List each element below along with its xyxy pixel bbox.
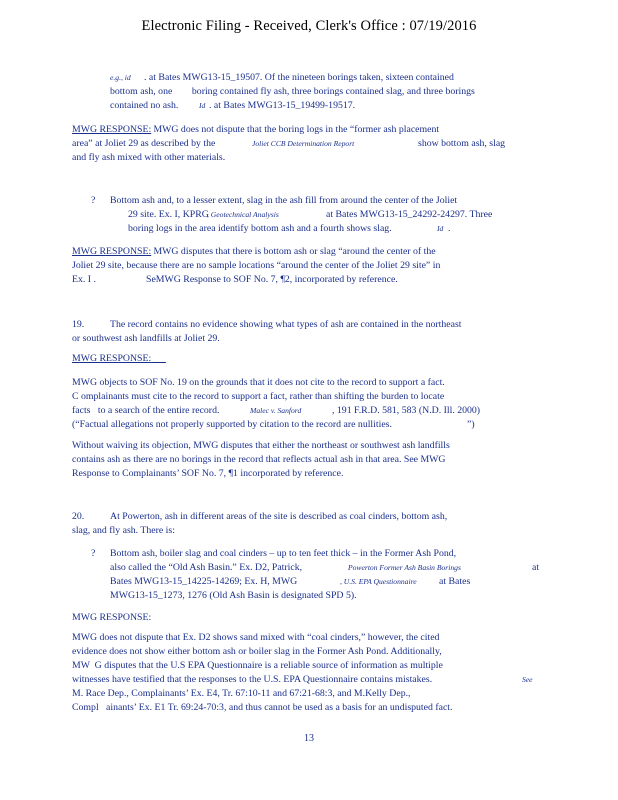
text-line: Id (199, 101, 206, 110)
bullet-icon: ? (91, 195, 96, 206)
text-line: Bottom ash, boiler slag and coal cinders – up to ten feet thick – in the Former Ash Pond, (110, 548, 457, 559)
text-line: M. Race Dep., Complainants’ Ex. E4, Tr. 67:10-11 and 67:21-68:3, and M.Kelly Dep., (72, 688, 411, 699)
text-line: witnesses have testified that the responses to the U.S. EPA Questionnaire contains mistakes. (72, 674, 433, 685)
text-line: . at Bates MWG13-15_19507. Of the nineteen borings taken, sixteen contained (144, 72, 454, 83)
text-line: contained no ash. (110, 100, 179, 111)
text-line: , Geotechnical Analysis (207, 210, 279, 219)
response-heading: MWG RESPONSE: (72, 246, 152, 257)
text-line: . (448, 223, 451, 234)
text-line: C omplainants must cite to the record to support a fact, rather than shifting the burden to locate (72, 391, 445, 402)
paragraph-number: 19. (72, 319, 85, 330)
text-line: . at Bates MWG13-15_19499-19517. (209, 100, 356, 111)
text-line: at (532, 562, 540, 573)
text-line: Response to Complainants’ SOF No. 7, ¶1 incorporated by reference. (72, 468, 344, 479)
text-line: boring logs in the area identify bottom ash and a fourth shows slag. (128, 223, 392, 234)
filing-stamp-header: Electronic Filing - Received, Clerk's Office : 07/19/2016 (141, 18, 477, 34)
text-line: and fly ash mixed with other materials. (72, 152, 226, 163)
text-line: SeMWG Response to SOF No. 7, ¶2, incorporated by reference. (146, 274, 398, 285)
text-line: MWG13-15_1273, 1276 (Old Ash Basin is designated SPD 5). (110, 590, 357, 601)
text-line: , 191 F.R.D. 581, 583 (N.D. Ill. 2000) (332, 405, 481, 416)
text-line: evidence does not show either bottom ash or boiler slag in the Former Ash Pond. Additionally, (72, 646, 442, 657)
page-number: 13 (304, 733, 314, 744)
response-heading: MWG RESPONSE: (72, 353, 152, 364)
text-line: MWG objects to SOF No. 19 on the grounds that it does not cite to the record to support a fact. (72, 377, 445, 388)
text-line: e.g., id (110, 73, 131, 82)
text-line: ”) (467, 419, 475, 430)
text-line: Id (437, 224, 444, 233)
text-line: See (522, 675, 533, 684)
text-line: Bates MWG13-15_14225-14269; Ex. H, MWG (110, 576, 298, 587)
response-heading: MWG RESPONSE: (72, 124, 152, 135)
text-line: Ex. I . (72, 274, 96, 285)
text-line: MWG does not dispute that Ex. D2 shows sand mixed with “coal cinders,” however, the cited (72, 632, 440, 643)
text-line: Without waiving its objection, MWG disputes that either the northeast or southwest ash landfills (72, 440, 450, 451)
text-line: area” at Joliet 29 as described by the (72, 138, 216, 149)
text-line: , U.S. EPA Questionnaire (340, 577, 417, 586)
text-line: Joliet 29 site, because there are no sample locations “around the center of the Joliet 29 site” in (72, 260, 441, 271)
text-line: Powerton Former Ash Basin Borings (348, 563, 461, 572)
text-line: At Powerton, ash in different areas of the site is described as coal cinders, bottom ash, (110, 511, 448, 522)
text-line: Bottom ash and, to a lesser extent, slag in the ash fill from around the center of the Joliet (110, 195, 458, 206)
text-line: The record contains no evidence showing what types of ash are contained in the northeast (110, 319, 462, 330)
text-line: at Bates (439, 576, 471, 587)
text-line: Compl ainants’ Ex. E1 Tr. 69:24-70:3, and thus cannot be used as a basis for an undisputed fact. (72, 702, 453, 713)
text-line: Joliet CCB Determination Report (252, 139, 355, 148)
text-line: 29 site. Ex. I, KPRG (128, 209, 209, 220)
text-line: MW G disputes that the U.S EPA Questionnaire is a reliable source of information as multiple (72, 660, 443, 671)
text-line: facts to a search of the entire record. (72, 405, 220, 416)
bullet-icon: ? (91, 548, 96, 559)
text-line: MWG disputes that there is bottom ash or slag “around the center of the (151, 246, 436, 257)
text-line: (“Factual allegations not properly supported by citation to the record are nullities. (72, 419, 392, 430)
text-line: also called the “Old Ash Basin.” Ex. D2, Patrick, (110, 562, 303, 573)
text-line: show bottom ash, slag (418, 138, 506, 149)
text-line: bottom ash, one boring contained fly ash, three borings contained slag, and three borings (110, 86, 475, 97)
text-line: or southwest ash landfills at Joliet 29. (72, 333, 220, 344)
case-citation: Malec v. Sanford (250, 406, 302, 415)
response-heading: MWG RESPONSE: (72, 612, 152, 623)
paragraph-number: 20. (72, 511, 85, 522)
text-line: MWG does not dispute that the boring logs in the “former ash placement (151, 124, 440, 135)
text-line: slag, and fly ash. There is: (72, 525, 175, 536)
text-line: contains ash as there are no borings in the record that reflects actual ash in that area. See MWG (72, 454, 446, 465)
text-line: at Bates MWG13-15_24292-24297. Three (326, 209, 493, 220)
